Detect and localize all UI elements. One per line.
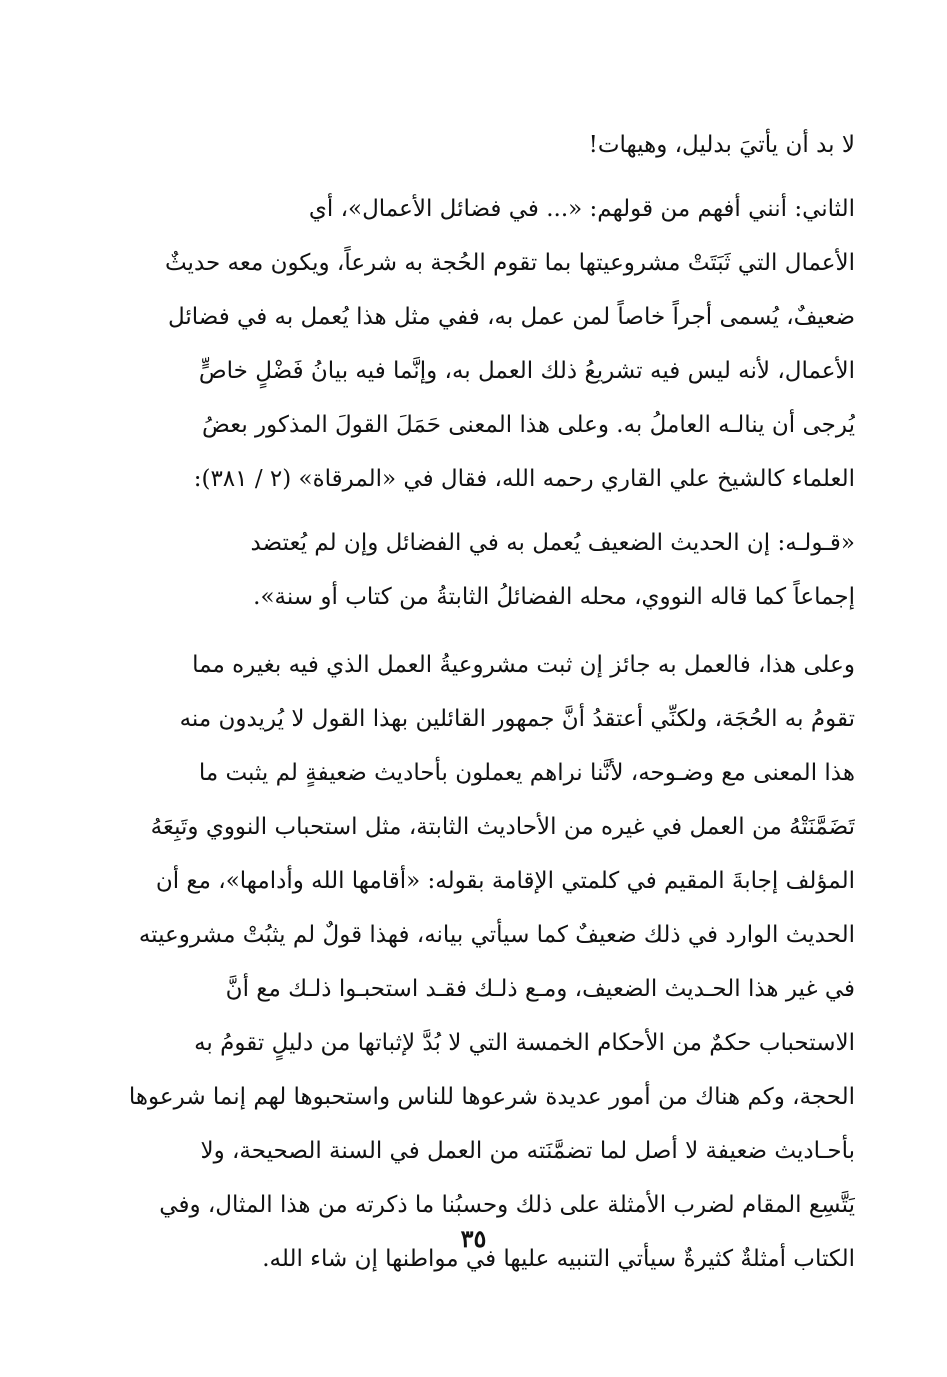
text-line: ضعيفٌ، يُسمى أجراً خاصاً لمن عمل به، ففي مثل هذا يُعمل به في فضائل [167, 304, 855, 330]
text-line: تَضَمَّنَتْهُ من العمل في غيره من الأحاديث الثابتة، مثل استحباب النووي وتَبِعَهُ [150, 814, 855, 840]
text-line: الحجة، وكم هناك من أمور عديدة شرعوها للناس واستحبوها لهم إنما شرعوها [128, 1084, 855, 1110]
text-line: يَتَّسِع المقام لضرب الأمثلة على ذلك وحسبُنا ما ذكرته من هذا المثال، وفي [159, 1192, 855, 1218]
page-number: ٣٥ [460, 1224, 487, 1253]
text-line: العلماء كالشيخ علي القاري رحمه الله، فقال في «المرقاة» (٢ / ٣٨١): [193, 466, 855, 492]
text-line: الأعمال التي ثَبَتَتْ مشروعيتها بما تقوم الحُجة به شرعاً، ويكون معه حديثٌ [164, 250, 855, 276]
text-line: بأحـاديث ضعيفة لا أصل لما تضمَّنَته من العمل في السنة الصحيحة، ولا [200, 1138, 855, 1164]
text-line: يُرجى أن ينالـه العاملُ به. وعلى هذا المعنى حَمَلَ القولَ المذكور بعضُ [202, 412, 855, 438]
paragraph-1 [85, 118, 855, 172]
text-line: تقومُ به الحُجَة، ولكنِّي أعتقدُ أنَّ جمهور القائلين بهذا القول لا يُريدون منه [179, 706, 855, 732]
text-line: الكتاب أمثلةٌ كثيرةٌ سيأتي التنبيه عليها في مواطنها إن شاء الله. [262, 1246, 855, 1272]
text-line: إجماعاً كما قاله النووي، محله الفضائلُ الثابتةُ من كتاب أو سنة». [253, 584, 855, 610]
text-line: «قـولـه: إن الحديث الضعيف يُعمل به في الفضائل وإن لم يُعتضد [250, 530, 855, 556]
text-line: وعلى هذا، فالعمل به جائز إن ثبت مشروعيةُ العمل الذي فيه بغيره مما [192, 652, 855, 678]
text-line: لا بد أن يأتيَ بدليل، وهيهات! [588, 132, 855, 158]
paragraph-3 [85, 638, 855, 1286]
text-line: المؤلف إجابةَ المقيم في كلمتي الإقامة بقوله: «أقامها الله وأدامها»، مع أن [155, 868, 855, 894]
text-line: في غير هذا الحـديث الضعيف، ومـع ذلـك فقـد استحبـوا ذلـك مع أنَّ [225, 976, 855, 1002]
text-line: الثاني: أنني أفهم من قولهم: «... في فضائل الأعمال»، أي [308, 196, 855, 222]
text-line: الأعمال، لأنه ليس فيه تشريعُ ذلك العمل به، وإنَّما فيه بيانُ فَضْلٍ خاصٍّ [198, 358, 855, 384]
page-body [85, 118, 855, 1286]
paragraph-2 [85, 182, 855, 506]
text-line: هذا المعنى مع وضـوحه، لأنَّنا نراهم يعملون بأحاديث ضعيفةٍ لم يثبت ما [198, 760, 855, 786]
text-line: الحديث الوارد في ذلك ضعيفٌ كما سيأتي بيانه، فهذا قولٌ لم يثبُتْ مشروعيته [138, 922, 855, 948]
quote-paragraph [85, 516, 855, 624]
text-line: الاستحباب حكمٌ من الأحكام الخمسة التي لا بُدَّ لإثباتها من دليلٍ تقومُ به [194, 1030, 855, 1056]
